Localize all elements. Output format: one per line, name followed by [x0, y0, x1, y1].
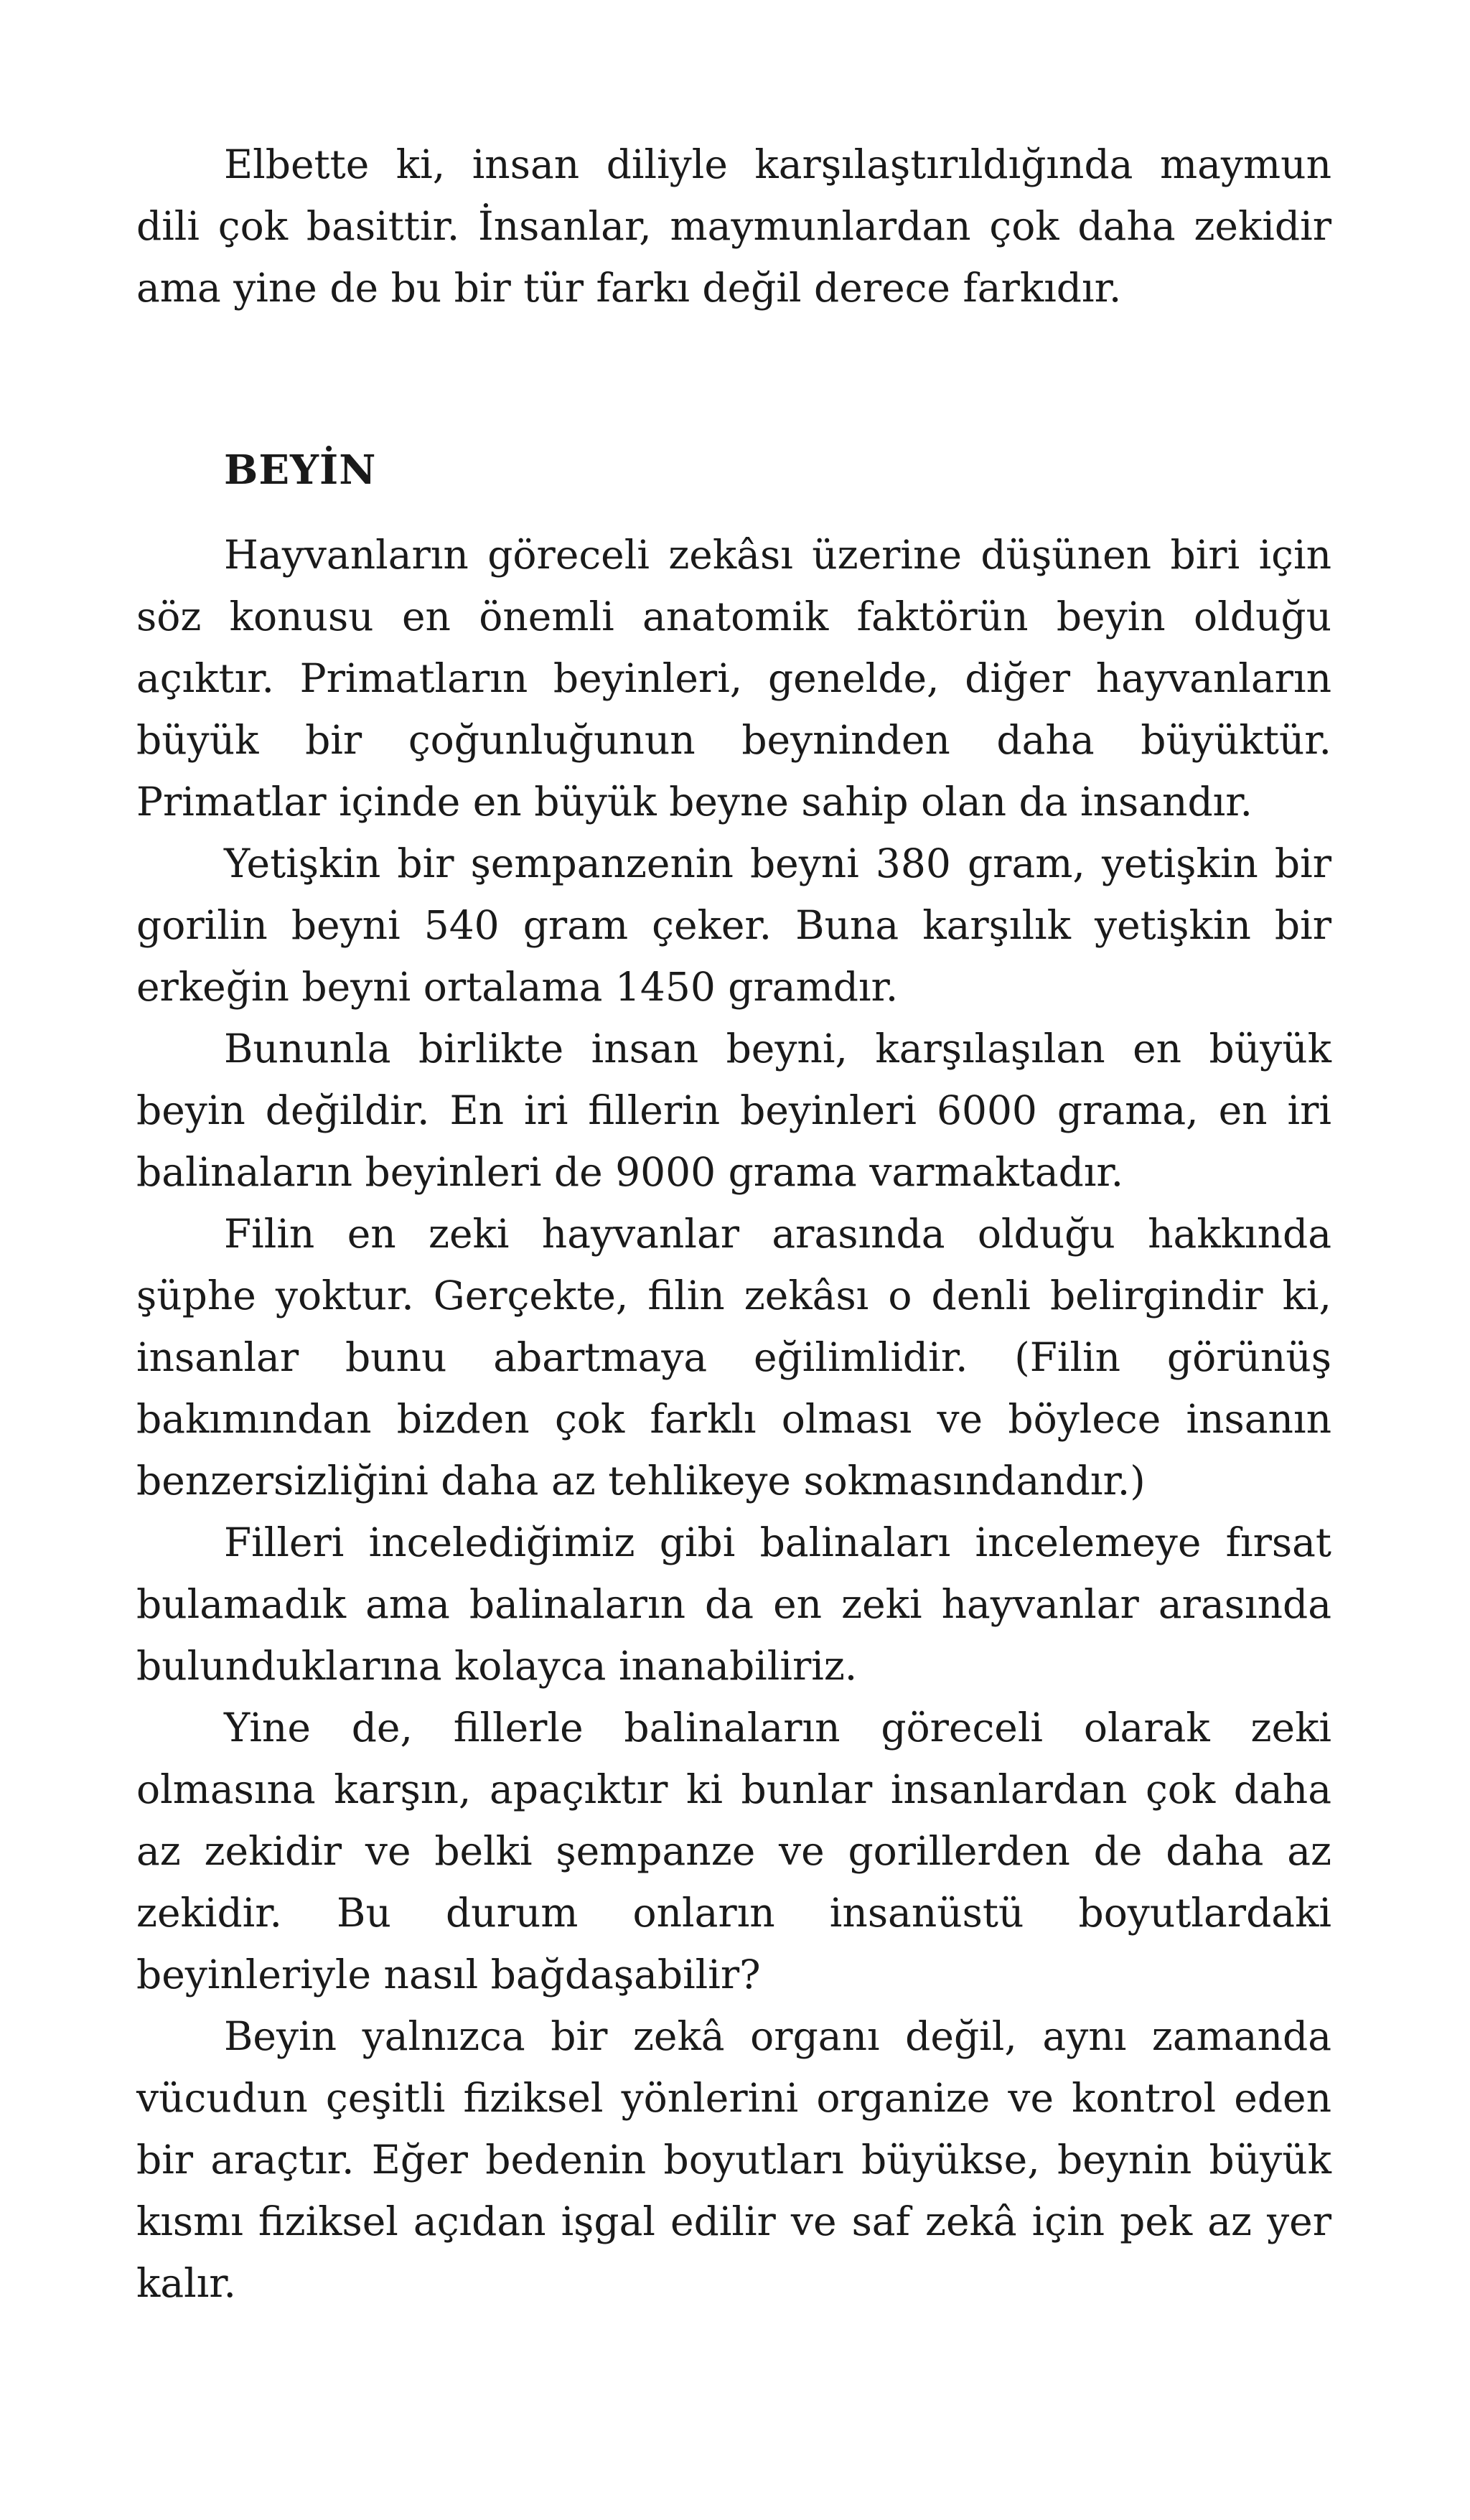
paragraph: Elbette ki, insan diliyle karşılaştırıldığında maymun dili çok basittir. İnsanlar, maymunlardan çok daha zekidir ama yine de bu bir tür farkı değil derece farkıdır. [136, 141, 1331, 311]
section-body [136, 524, 1331, 2314]
paragraph: Bununla birlikte insan beyni, karşılaşılan en büyük beyin değildir. En iri fillerin beyinleri 6000 grama, en iri balinaların beyinleri de 9000 grama varmaktadır. [136, 1026, 1331, 1195]
intro-text [136, 134, 1331, 319]
paragraph: Yine de, fillerle balinaların göreceli olarak zeki olmasına karşın, apaçıktır ki bunlar insanlardan çok daha az zekidir ve belki şempanze ve gorillerden de daha az zekidir. Bu durum onların insanüstü boyutlardaki beyinleriyle nasıl bağdaşabilir? [136, 1705, 1331, 1997]
paragraph: Hayvanların göreceli zekâsı üzerine düşünen biri için söz konusu en önemli anatomik faktörün beyin olduğu açıktır. Primatların beyinleri, genelde, diğer hayvanların büyük bir çoğunluğunun beyninden daha büyüktür. Primatlar içinde en büyük beyne sahip olan da insandır. [136, 532, 1331, 825]
paragraph: Filin en zeki hayvanlar arasında olduğu hakkında şüphe yoktur. Gerçekte, filin zekâsı o denli belirgindir ki, insanlar bunu abartmaya eğilimlidir. (Filin görünüş bakımından bizden çok farklı olması ve böylece insanın benzersizliğini daha az tehlikeye sokmasındandır.) [136, 1211, 1331, 1504]
section-heading: BEYİN [224, 446, 377, 494]
paragraph: Yetişkin bir şempanzenin beyni 380 gram, yetişkin bir gorilin beyni 540 gram çeker. Buna karşılık yetişkin bir erkeğin beyni ortalama 1450 gramdır. [136, 840, 1331, 1010]
paragraph: Beyin yalnızca bir zekâ organı değil, aynı zamanda vücudun çeşitli fiziksel yönlerini organize ve kontrol eden bir araçtır. Eğer bedenin boyutları büyükse, beynin büyük kısmı fiziksel açıdan işgal edilir ve saf zekâ için pek az yer kalır. [136, 2013, 1331, 2306]
paragraph: Filleri incelediğimiz gibi balinaları incelemeye fırsat bulamadık ama balinaların da en zeki hayvanlar arasında bulunduklarına kolayca inanabiliriz. [136, 1519, 1331, 1689]
